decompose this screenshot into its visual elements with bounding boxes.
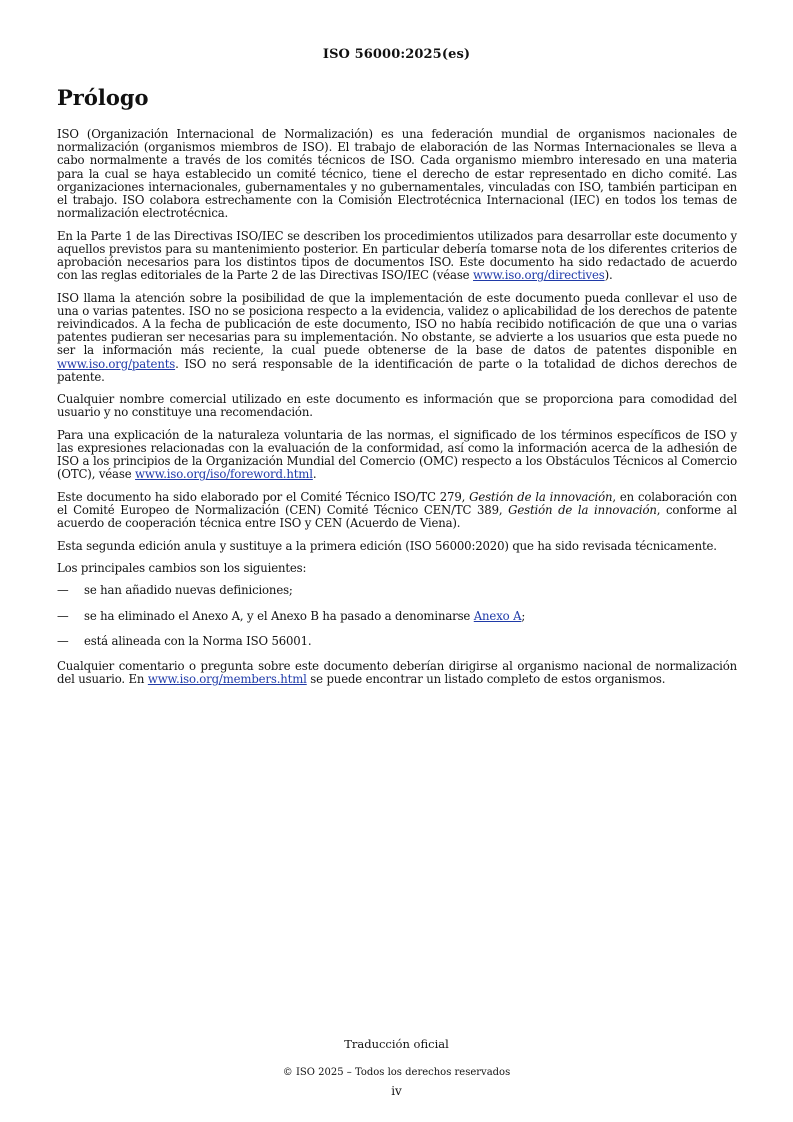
members-link[interactable]: www.iso.org/members.html [147,672,307,687]
document-id-header: ISO 56000:2025(es) [322,47,471,62]
copyright-notice: © ISO 2025 – Todos los derechos reservados [282,1067,511,1078]
list-item [57,635,737,648]
paragraph-text: Para una explicación de la naturaleza voluntaria de las normas, el significado de los términos específicos de ISO y las expresiones relacionadas con la evaluación de la conformidad, así como la información acerca de la adhesión de ISO a los principios de la Organización Mundial del Comercio (OMC) respecto a los Obstáculos Técnicos al Comercio (OTC), véase [57,427,737,482]
paragraph-comments [57,660,737,686]
paragraph-text: , conforme al acuerdo de cooperación técnica entre ISO y CEN (Acuerdo de Viena). [57,503,737,531]
list-dash: — [57,608,69,623]
paragraph-text: ). [604,268,613,283]
paragraph-text: Cualquier comentario o pregunta sobre este documento deberían dirigirse al organismo nacional de normalización del usuario. En [57,659,737,687]
paragraph-text: . [312,467,317,482]
paragraph-text: Este documento ha sido elaborado por el Comité Técnico ISO/TC 279, [57,489,470,504]
paragraph-text: . ISO no será responsable de la identificación de parte o la totalidad de dichos derechos de patente. [57,356,737,384]
page-number: iv [391,1084,402,1098]
list-dash: — [57,633,69,648]
annex-a-link[interactable]: Anexo A [473,608,522,623]
list-item [57,584,737,597]
foreword-link[interactable]: www.iso.org/iso/foreword.html [135,467,313,482]
list-item-text: se han añadido nuevas definiciones; [84,583,293,598]
paragraph-edition: Esta segunda edición anula y sustituye a la primera edición (ISO 56000:2020) que ha sido revisada técnicamente. [57,538,717,553]
foreword-body [57,128,737,686]
page-title: Prólogo [57,85,149,110]
list-dash: — [57,583,69,598]
paragraph-text: se puede encontrar un listado completo de estos organismos. [306,672,666,687]
paragraph-voluntary-nature [57,429,737,482]
paragraph-iso-intro: ISO (Organización Internacional de Normalización) es una federación mundial de organismos nacionales de normalización (organismos miembros de ISO). El trabajo de elaboración de las Normas Internacionales se lleva a cabo normalmente a través de los comités técnicos de ISO. Cada organismo miembro interesado en una materia para la cual se haya establecido un comité técnico, tiene el derecho de estar representado en dicho comité. Las organizaciones internacionales, gubernamentales y no gubernamentales, vinculadas con ISO, también participan en el trabajo. ISO colabora estrechamente con la Comisión Electrotécnica Internacional (IEC) en todos los temas de normalización electrotécnica. [57,127,737,221]
paragraph-text: ISO llama la atención sobre la posibilidad de que la implementación de este documento pueda conllevar el uso de una o varias patentes. ISO no se posiciona respecto a la evidencia, validez o aplicabilidad de los derechos de patente reivindicados. A la fecha de publicación de este documento, ISO no había recibido notificación de que una o varias patentes pudieran ser necesarias para su implementación. No obstante, se advierte a los usuarios que esta puede no ser la información más reciente, la cual puede obtenerse de la base de datos de patentes disponible en [57,290,737,358]
paragraph-changes-intro: Los principales cambios son los siguientes: [57,561,307,575]
list-item [57,610,737,623]
committee-title: Gestión de la innovación [469,489,613,504]
list-item-text [84,610,525,623]
patents-link[interactable]: www.iso.org/patents [57,356,176,371]
paragraph-committee [57,491,737,531]
paragraph-text: , en colaboración con el Comité Europeo de Normalización (CEN) Comité Técnico CEN/TC 389, [57,489,737,518]
committee-title: Gestión de la innovación [508,503,657,518]
paragraph-text: En la Parte 1 de las Directivas ISO/IEC se describen los procedimientos utilizados para desarrollar este documento y aquellos previstos para su mantenimiento posterior. En particular debería tomarse nota de los diferentes criterios de aprobación necesarios para los distintos tipos de documentos ISO. Este documento ha sido redactado de acuerdo con las reglas editoriales de la Parte 2 de las Directivas ISO/IEC (véase [57,228,737,283]
paragraph-patents [57,292,737,384]
official-translation-note: Traducción oficial [344,1037,449,1051]
directives-link[interactable]: www.iso.org/directives [473,268,605,283]
list-item-text: está alineada con la Norma ISO 56001. [84,633,312,648]
list-item-text-part: se ha eliminado el Anexo A, y el Anexo B ha pasado a denominarse [84,608,474,623]
paragraph-trade-names: Cualquier nombre comercial utilizado en este documento es información que se proporciona para comodidad del usuario y no constituye una recomendación. [57,392,737,420]
paragraph-directives [57,230,737,283]
list-item-text-part: ; [521,608,526,623]
